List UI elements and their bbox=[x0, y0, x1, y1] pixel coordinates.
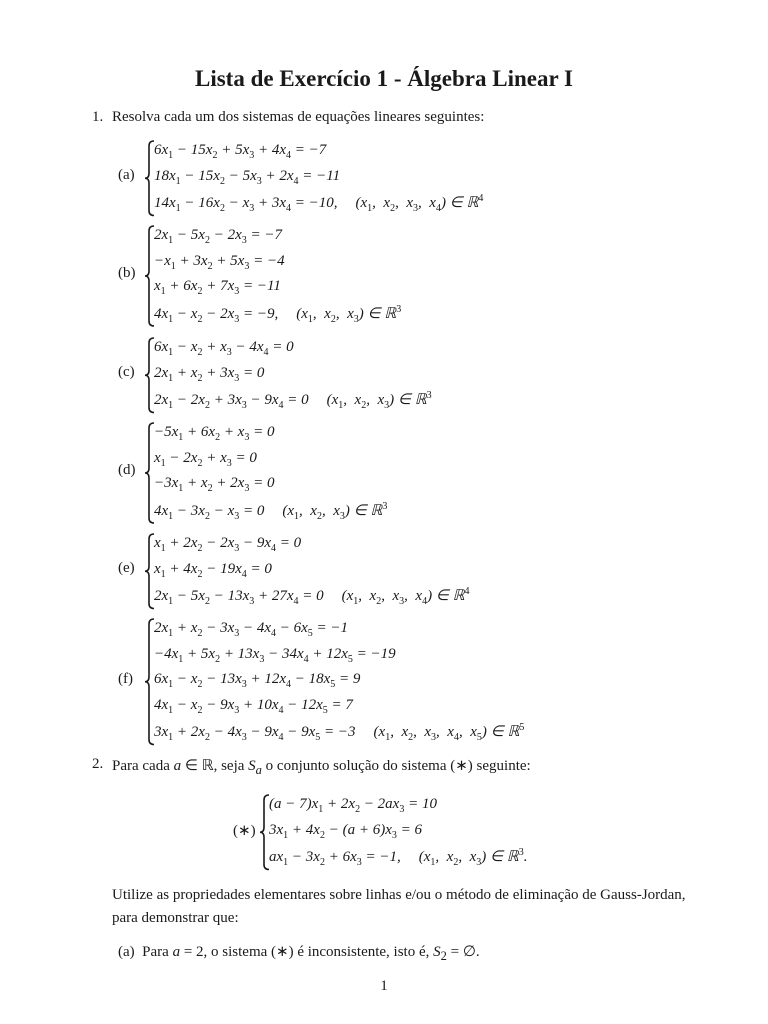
equation-line: $-4x_1 + 5x_2 + 13x_3 - 34x_4 + 12x_5 = -19$ bbox=[154, 645, 396, 665]
equation-line: $2x_1 + x_2 - 3x_3 - 4x_4 - 6x_5 = -1$ bbox=[154, 620, 349, 639]
equation-line: $(a - 7)x_1 + 2x_2 - 2ax_3 = 10$ bbox=[269, 796, 437, 815]
page-number: 1 bbox=[380, 978, 388, 994]
equation-line: $2x_1 + x_2 + 3x_3 = 0$ bbox=[154, 364, 265, 384]
equation-line: $x_1 + 4x_2 - 19x_4 = 0$ bbox=[154, 560, 272, 580]
page-title: Lista de Exercício 1 - Álgebra Linear I bbox=[195, 66, 573, 91]
system-label: (c) bbox=[118, 364, 135, 381]
question-2-item-a: (a) Para a = 2, o sistema (∗) é inconsistente, isto é, $S_2$ = ∅. bbox=[118, 944, 480, 963]
system-label: (a) bbox=[118, 167, 135, 184]
system-label: (b) bbox=[118, 265, 136, 281]
equation-line: $-x_1 + 3x_2 + 5x_3 = -4$ bbox=[154, 252, 285, 272]
equation-line: $x_1 + 6x_2 + 7x_3 = -11$ bbox=[154, 278, 281, 297]
equation-line: $6x_1 - x_2 - 13x_3 + 12x_4 - 18x_5 = 9$ bbox=[154, 671, 361, 690]
equation-line: $-3x_1 + x_2 + 2x_3 = 0$ bbox=[154, 475, 275, 494]
equation-line: $x_1 - 2x_2 + x_3 = 0$ bbox=[154, 449, 257, 469]
equation-line: $3x_1 + 2x_2 - 4x_3 - 9x_4 - 9x_5 = -3$ ($x_1$, $x_2$, $x_3$, $x_4$, $x_5$) ∈ ℝ$^5$ bbox=[154, 722, 525, 743]
equation-line: $3x_1 + 4x_2 - (a + 6)x_3 = 6$ bbox=[269, 821, 422, 841]
equation-line: $2x_1 - 5x_2 - 13x_3 + 27x_4 = 0$ ($x_1$, $x_2$, $x_3$, $x_4$) ∈ ℝ$^4$ bbox=[154, 586, 470, 607]
equation-line: $x_1 + 2x_2 - 2x_3 - 9x_4 = 0$ bbox=[154, 535, 302, 554]
equation-line: $4x_1 - 3x_2 - x_3 = 0$ ($x_1$, $x_2$, $x_3$) ∈ ℝ$^3$ bbox=[154, 500, 388, 522]
equation-line: $4x_1 - x_2 - 2x_3 = -9$, ($x_1$, $x_2$, $x_3$) ∈ ℝ$^3$ bbox=[154, 303, 402, 325]
system-label: (d) bbox=[118, 462, 136, 478]
equation-line: $2x_1 - 2x_2 + 3x_3 - 9x_4 = 0$ ($x_1$, $x_2$, $x_3$) ∈ ℝ$^3$ bbox=[154, 390, 432, 411]
system-label: (∗) bbox=[233, 823, 256, 840]
equation-line: $14x_1 - 16x_2 - x_3 + 3x_4 = -10$, ($x_1$, $x_2$, $x_3$, $x_4$) ∈ ℝ$^4$ bbox=[154, 193, 484, 214]
equation-line: $2x_1 - 5x_2 - 2x_3 = -7$ bbox=[154, 227, 282, 246]
system-label: (f) bbox=[118, 670, 133, 687]
equation-line: $18x_1 - 15x_2 - 5x_3 + 2x_4 = -11$ bbox=[154, 167, 341, 187]
equation-line: $4x_1 - x_2 - 9x_3 + 10x_4 - 12x_5 = 7$ bbox=[154, 696, 353, 716]
equation-line: $6x_1 - 15x_2 + 5x_3 + 4x_4 = -7$ bbox=[154, 142, 327, 161]
question-2-text: Para cada a ∈ ℝ, seja $S_a$ o conjunto solução do sistema (∗) seguinte: bbox=[112, 758, 531, 777]
equation-line: $-5x_1 + 6x_2 + x_3 = 0$ bbox=[154, 424, 275, 443]
question-2-paragraph: Utilize as propriedades elementares sobre linhas e/ou o método de eliminação de Gauss-Jordan, para demonstrar que: bbox=[112, 887, 686, 926]
question-1-number: 1. bbox=[92, 109, 104, 125]
question-2-number: 2. bbox=[92, 756, 104, 772]
system-label: (e) bbox=[118, 560, 135, 577]
equation-line: $ax_1 - 3x_2 + 6x_3 = -1$, ($x_1$, $x_2$, $x_3$) ∈ ℝ$^3$. bbox=[269, 847, 528, 868]
question-1-text: Resolva cada um dos sistemas de equações lineares seguintes: bbox=[112, 109, 485, 125]
equation-line: $6x_1 - x_2 + x_3 - 4x_4 = 0$ bbox=[154, 339, 294, 358]
